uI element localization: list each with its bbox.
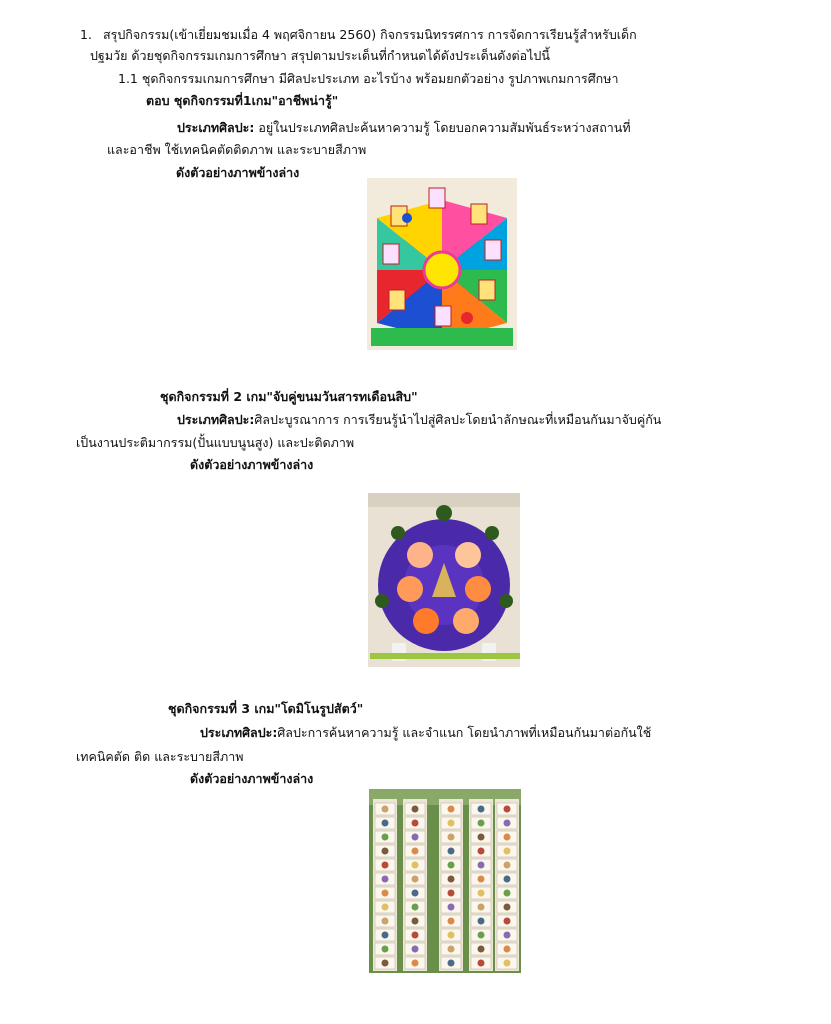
animal-picture — [448, 820, 455, 827]
animal-picture — [382, 876, 389, 883]
animal-picture — [448, 890, 455, 897]
animal-picture — [478, 932, 485, 939]
animal-picture — [448, 904, 455, 911]
section-1-type-label: ประเภทศิลปะ: — [177, 120, 255, 135]
dessert-matching-photo — [368, 493, 520, 667]
section-1-type — [177, 119, 631, 137]
animal-picture — [504, 862, 511, 869]
animal-picture — [412, 876, 419, 883]
animal-picture — [382, 960, 389, 967]
section-2-example: ดังตัวอย่างภาพข้างล่าง — [190, 457, 314, 472]
intro-line-2: ปฐมวัย ด้วยชุดกิจกรรมเกมการศึกษา สรุปตามประเด็นที่กำหนดได้ดังประเด็นดังต่อไปนี้ — [90, 48, 550, 63]
animal-picture — [504, 932, 511, 939]
section-3-type-cont: เทคนิคตัด ติด และระบายสีภาพ — [76, 749, 244, 764]
animal-picture — [478, 960, 485, 967]
animal-picture — [478, 806, 485, 813]
animal-picture — [412, 932, 419, 939]
animal-picture — [412, 918, 419, 925]
animal-picture — [504, 918, 511, 925]
animal-picture — [478, 834, 485, 841]
animal-picture — [478, 820, 485, 827]
animal-picture — [504, 876, 511, 883]
section-1-title: ตอบ ชุดกิจกรรมที่1เกม"อาชีพน่ารู้" — [146, 93, 339, 108]
section-2-type-text: ศิลปะบูรณาการ การเรียนรู้นำไปสู่ศิลปะโดยนำลักษณะที่เหมือนกันมาจับคู่กัน — [254, 412, 662, 427]
animal-picture — [504, 904, 511, 911]
section-3-example: ดังตัวอย่างภาพข้างล่าง — [190, 771, 314, 786]
animal-picture — [504, 820, 511, 827]
animal-picture — [478, 848, 485, 855]
animal-picture — [504, 960, 511, 967]
animal-picture — [382, 932, 389, 939]
animal-picture — [448, 806, 455, 813]
animal-picture — [382, 904, 389, 911]
animal-picture — [412, 862, 419, 869]
animal-picture — [448, 848, 455, 855]
animal-picture — [382, 834, 389, 841]
animal-picture — [478, 890, 485, 897]
animal-picture — [412, 960, 419, 967]
animal-picture — [478, 876, 485, 883]
section-1-example: ดังตัวอย่างภาพข้างล่าง — [176, 165, 300, 180]
section-3-type-label: ประเภทศิลปะ: — [200, 725, 278, 740]
animal-picture — [448, 932, 455, 939]
animal-picture — [478, 918, 485, 925]
animal-picture — [448, 960, 455, 967]
animal-picture — [504, 834, 511, 841]
animal-picture — [412, 946, 419, 953]
section-2-title: ชุดกิจกรรมที่ 2 เกม"จับคู่ขนมวันสารทเดือนสิบ" — [160, 389, 418, 404]
animal-picture — [412, 904, 419, 911]
animal-picture — [412, 890, 419, 897]
animal-picture — [382, 848, 389, 855]
section-2-type-cont: เป็นงานประติมากรรม(ปั้นแบบนูนสูง) และปะติดภาพ — [76, 435, 355, 450]
animal-picture — [382, 820, 389, 827]
animal-picture — [382, 806, 389, 813]
section-3-type-text: ศิลปะการค้นหาความรู้ และจำแนก โดยนำภาพที่เหมือนกันมาต่อกันใช้ — [277, 725, 652, 740]
list-number: 1. — [80, 27, 92, 42]
animal-picture — [382, 862, 389, 869]
animal-picture — [478, 904, 485, 911]
animal-picture — [478, 862, 485, 869]
section-1-type-text: อยู่ในประเภทศิลปะค้นหาความรู้ โดยบอกความสัมพันธ์ระหว่างสถานที่ — [254, 120, 631, 135]
section-1-type-cont: และอาชีพ ใช้เทคนิคตัดติดภาพ และระบายสีภาพ — [107, 142, 367, 157]
animal-picture — [412, 848, 419, 855]
section-2-type-label: ประเภทศิลปะ: — [177, 412, 255, 427]
animal-picture — [504, 946, 511, 953]
animal-picture — [448, 876, 455, 883]
animal-picture — [382, 918, 389, 925]
animal-picture — [412, 806, 419, 813]
animal-picture — [504, 848, 511, 855]
animal-picture — [504, 806, 511, 813]
animal-picture — [478, 946, 485, 953]
animal-picture — [448, 946, 455, 953]
animal-domino-photo — [369, 789, 521, 973]
animal-picture — [504, 890, 511, 897]
section-3-title: ชุดกิจกรรมที่ 3 เกม"โดมิโนรูปสัตว์" — [168, 701, 364, 716]
question-1-1: 1.1 ชุดกิจกรรมเกมการศึกษา มีศิลปะประเภท อะไรบ้าง พร้อมยกตัวอย่าง รูปภาพเกมการศึกษา — [118, 71, 619, 86]
section-3-type — [200, 724, 651, 742]
animal-picture — [448, 862, 455, 869]
section-2-type — [177, 411, 661, 429]
animal-picture — [448, 918, 455, 925]
animal-picture — [382, 946, 389, 953]
animal-picture — [448, 834, 455, 841]
intro-line-1: สรุปกิจกรรม(เข้าเยี่ยมชมเมื่อ 4 พฤศจิกายน 2560) กิจกรรมนิทรรศการ การจัดการเรียนรู้สำหรับเด็ก — [103, 27, 637, 42]
career-game-photo — [367, 178, 517, 350]
animal-picture — [382, 890, 389, 897]
animal-picture — [412, 834, 419, 841]
animal-picture — [412, 820, 419, 827]
